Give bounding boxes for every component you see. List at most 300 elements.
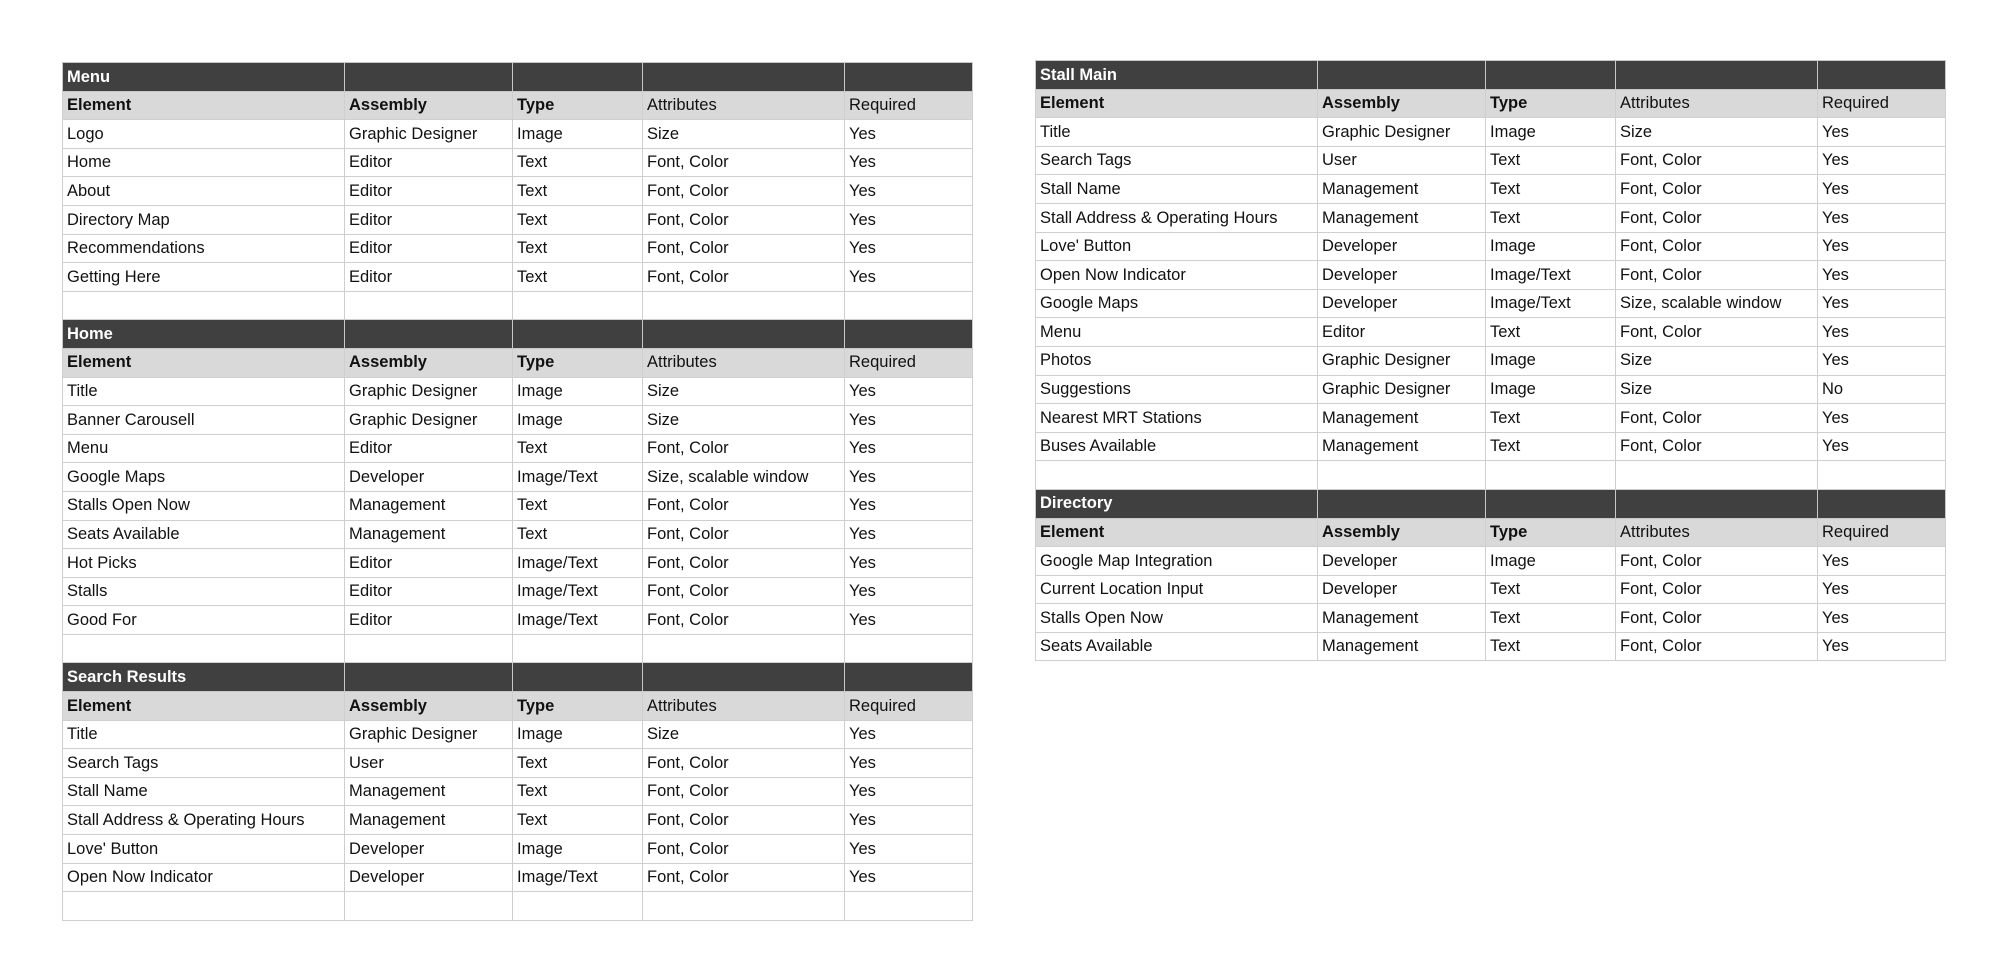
column-header-element: Element — [1036, 89, 1318, 118]
cell-element: Nearest MRT Stations — [1036, 404, 1318, 433]
cell-element: Good For — [63, 606, 345, 635]
table-row — [63, 205, 973, 234]
cell-required: Yes — [845, 577, 973, 606]
section-title: Stall Main — [1036, 61, 1318, 90]
cell-attributes: Font, Color — [1616, 604, 1818, 633]
cell-type: Text — [513, 205, 643, 234]
section-header-blank-cell — [845, 663, 973, 692]
cell-required: Yes — [845, 520, 973, 549]
cell-assembly: Editor — [345, 263, 513, 292]
cell-type: Image — [1486, 375, 1616, 404]
cell-attributes: Font, Color — [643, 234, 845, 263]
cell-assembly: Editor — [345, 234, 513, 263]
left-column — [62, 62, 972, 921]
cell-element: Stall Name — [63, 777, 345, 806]
table-row — [63, 606, 973, 635]
section-title: Search Results — [63, 663, 345, 692]
cell-required: Yes — [1818, 289, 1946, 318]
cell-element: Home — [63, 148, 345, 177]
cell-assembly: Editor — [345, 549, 513, 578]
cell-attributes: Font, Color — [643, 148, 845, 177]
section-header-blank-cell — [1318, 489, 1486, 518]
cell-attributes: Font, Color — [643, 606, 845, 635]
column-header-element: Element — [63, 91, 345, 120]
table-row — [63, 148, 973, 177]
cell-assembly: Management — [345, 777, 513, 806]
cell-assembly: Management — [1318, 432, 1486, 461]
cell-attributes: Font, Color — [1616, 575, 1818, 604]
column-header-element: Element — [63, 692, 345, 721]
cell-assembly: Management — [1318, 604, 1486, 633]
cell-attributes: Size — [643, 720, 845, 749]
cell-assembly: Developer — [1318, 232, 1486, 261]
cell-assembly: User — [345, 749, 513, 778]
cell-required: Yes — [845, 806, 973, 835]
cell-element: Suggestions — [1036, 375, 1318, 404]
cell-element: Getting Here — [63, 263, 345, 292]
table-row — [1036, 375, 1946, 404]
cell-attributes: Size, scalable window — [643, 463, 845, 492]
cell-attributes: Font, Color — [643, 835, 845, 864]
table-row — [1036, 289, 1946, 318]
cell-required: Yes — [1818, 346, 1946, 375]
table-row — [63, 863, 973, 892]
cell-element: Seats Available — [1036, 632, 1318, 661]
cell-required: Yes — [845, 177, 973, 206]
column-header-type: Type — [1486, 518, 1616, 547]
section-header-blank-cell — [1486, 61, 1616, 90]
cell-attributes: Font, Color — [1616, 404, 1818, 433]
cell-assembly: Graphic Designer — [1318, 375, 1486, 404]
cell-type: Text — [1486, 604, 1616, 633]
cell-required: Yes — [1818, 232, 1946, 261]
cell-required: Yes — [1818, 632, 1946, 661]
blank-cell — [845, 634, 973, 663]
cell-required: Yes — [845, 205, 973, 234]
cell-required: Yes — [845, 120, 973, 149]
cell-assembly: Editor — [345, 606, 513, 635]
column-header-required: Required — [1818, 89, 1946, 118]
cell-required: Yes — [845, 406, 973, 435]
cell-type: Text — [1486, 432, 1616, 461]
cell-type: Image — [1486, 118, 1616, 147]
cell-attributes: Font, Color — [1616, 632, 1818, 661]
cell-assembly: Management — [1318, 404, 1486, 433]
cell-attributes: Font, Color — [1616, 203, 1818, 232]
table-row — [63, 777, 973, 806]
table-row — [1036, 118, 1946, 147]
cell-element: Stalls Open Now — [1036, 604, 1318, 633]
cell-element: Directory Map — [63, 205, 345, 234]
cell-assembly: Developer — [345, 835, 513, 864]
table-row — [63, 234, 973, 263]
table-row — [63, 835, 973, 864]
cell-required: Yes — [845, 234, 973, 263]
table-row — [63, 263, 973, 292]
table-row — [1036, 175, 1946, 204]
section-header-home — [63, 320, 973, 349]
cell-attributes: Font, Color — [643, 520, 845, 549]
column-header-assembly: Assembly — [1318, 89, 1486, 118]
cell-required: Yes — [1818, 146, 1946, 175]
cell-attributes: Font, Color — [643, 177, 845, 206]
cell-attributes: Font, Color — [1616, 232, 1818, 261]
cell-assembly: Developer — [1318, 547, 1486, 576]
column-header-type: Type — [513, 692, 643, 721]
cell-required: Yes — [845, 863, 973, 892]
cell-type: Text — [513, 434, 643, 463]
cell-element: Title — [63, 720, 345, 749]
section-header-blank-cell — [845, 320, 973, 349]
cell-required: Yes — [845, 777, 973, 806]
blank-cell — [513, 291, 643, 320]
cell-element: Stall Address & Operating Hours — [63, 806, 345, 835]
cell-attributes: Font, Color — [1616, 547, 1818, 576]
section-header-blank-cell — [845, 63, 973, 92]
cell-attributes: Size — [643, 120, 845, 149]
blank-cell — [63, 892, 345, 921]
section-header-menu — [63, 63, 973, 92]
blank-row — [63, 892, 973, 921]
cell-element: Search Tags — [1036, 146, 1318, 175]
table-row — [63, 577, 973, 606]
column-header-row — [63, 348, 973, 377]
cell-required: Yes — [1818, 318, 1946, 347]
cell-type: Image/Text — [513, 549, 643, 578]
cell-assembly: Editor — [345, 434, 513, 463]
cell-type: Text — [513, 148, 643, 177]
column-header-required: Required — [845, 91, 973, 120]
cell-element: Banner Carousell — [63, 406, 345, 435]
cell-element: Current Location Input — [1036, 575, 1318, 604]
column-header-assembly: Assembly — [1318, 518, 1486, 547]
cell-assembly: Graphic Designer — [1318, 118, 1486, 147]
cell-required: Yes — [1818, 575, 1946, 604]
cell-required: Yes — [845, 491, 973, 520]
section-header-blank-cell — [513, 63, 643, 92]
cell-attributes: Font, Color — [643, 205, 845, 234]
cell-element: Love' Button — [63, 835, 345, 864]
cell-assembly: Developer — [1318, 575, 1486, 604]
column-header-required: Required — [1818, 518, 1946, 547]
cell-type: Text — [1486, 318, 1616, 347]
cell-assembly: Developer — [345, 463, 513, 492]
cell-required: Yes — [845, 549, 973, 578]
blank-cell — [1486, 461, 1616, 490]
cell-element: Open Now Indicator — [63, 863, 345, 892]
cell-assembly: Management — [345, 806, 513, 835]
cell-type: Text — [513, 777, 643, 806]
cell-attributes: Font, Color — [643, 806, 845, 835]
table-row — [63, 520, 973, 549]
cell-element: Logo — [63, 120, 345, 149]
cell-assembly: Editor — [345, 177, 513, 206]
cell-required: Yes — [845, 377, 973, 406]
blank-row — [63, 291, 973, 320]
cell-attributes: Size, scalable window — [1616, 289, 1818, 318]
cell-element: Title — [1036, 118, 1318, 147]
table-row — [1036, 432, 1946, 461]
column-header-assembly: Assembly — [345, 91, 513, 120]
column-header-attributes: Attributes — [643, 692, 845, 721]
spreadsheet-left — [62, 62, 973, 921]
cell-assembly: Editor — [345, 148, 513, 177]
column-header-row — [1036, 89, 1946, 118]
section-header-blank-cell — [513, 663, 643, 692]
column-header-attributes: Attributes — [1616, 89, 1818, 118]
blank-cell — [345, 634, 513, 663]
table-row — [1036, 632, 1946, 661]
column-header-attributes: Attributes — [643, 348, 845, 377]
cell-attributes: Size — [643, 377, 845, 406]
cell-required: Yes — [845, 148, 973, 177]
cell-type: Text — [513, 806, 643, 835]
table-row — [1036, 346, 1946, 375]
section-header-blank-cell — [1486, 489, 1616, 518]
cell-attributes: Font, Color — [1616, 432, 1818, 461]
cell-type: Image/Text — [513, 577, 643, 606]
cell-required: Yes — [1818, 432, 1946, 461]
cell-type: Text — [513, 263, 643, 292]
section-header-blank-cell — [1318, 61, 1486, 90]
column-header-required: Required — [845, 692, 973, 721]
table-row — [1036, 203, 1946, 232]
cell-required: Yes — [1818, 261, 1946, 290]
cell-required: No — [1818, 375, 1946, 404]
column-header-assembly: Assembly — [345, 692, 513, 721]
cell-assembly: Management — [345, 520, 513, 549]
cell-element: Seats Available — [63, 520, 345, 549]
table-row — [63, 720, 973, 749]
cell-element: Google Maps — [63, 463, 345, 492]
table-row — [1036, 318, 1946, 347]
cell-element: Open Now Indicator — [1036, 261, 1318, 290]
cell-element: Title — [63, 377, 345, 406]
cell-type: Text — [513, 234, 643, 263]
blank-cell — [1036, 461, 1318, 490]
cell-type: Text — [513, 491, 643, 520]
section-header-directory — [1036, 489, 1946, 518]
cell-assembly: Graphic Designer — [345, 377, 513, 406]
section-header-stall-main — [1036, 61, 1946, 90]
cell-type: Image — [513, 120, 643, 149]
right-column — [1035, 60, 1946, 661]
cell-element: Google Map Integration — [1036, 547, 1318, 576]
cell-assembly: Developer — [1318, 261, 1486, 290]
cell-attributes: Size — [1616, 375, 1818, 404]
cell-attributes: Font, Color — [1616, 318, 1818, 347]
blank-cell — [643, 892, 845, 921]
cell-type: Text — [1486, 575, 1616, 604]
column-header-row — [63, 91, 973, 120]
table-row — [63, 377, 973, 406]
blank-row — [63, 634, 973, 663]
section-header-blank-cell — [1616, 61, 1818, 90]
cell-attributes: Font, Color — [643, 777, 845, 806]
cell-type: Text — [513, 520, 643, 549]
table-row — [1036, 575, 1946, 604]
section-header-blank-cell — [1818, 489, 1946, 518]
cell-type: Image/Text — [513, 606, 643, 635]
cell-required: Yes — [845, 835, 973, 864]
blank-cell — [1318, 461, 1486, 490]
cell-element: Buses Available — [1036, 432, 1318, 461]
column-header-row — [63, 692, 973, 721]
section-header-blank-cell — [1616, 489, 1818, 518]
blank-cell — [345, 291, 513, 320]
column-header-type: Type — [1486, 89, 1616, 118]
cell-type: Image/Text — [513, 863, 643, 892]
column-header-type: Type — [513, 348, 643, 377]
blank-cell — [1616, 461, 1818, 490]
blank-cell — [643, 291, 845, 320]
cell-assembly: Editor — [345, 205, 513, 234]
cell-attributes: Font, Color — [643, 491, 845, 520]
cell-assembly: Management — [345, 491, 513, 520]
blank-cell — [845, 892, 973, 921]
cell-required: Yes — [845, 463, 973, 492]
cell-attributes: Font, Color — [1616, 175, 1818, 204]
cell-required: Yes — [845, 606, 973, 635]
cell-element: Photos — [1036, 346, 1318, 375]
blank-cell — [63, 634, 345, 663]
section-header-blank-cell — [513, 320, 643, 349]
cell-element: Menu — [63, 434, 345, 463]
cell-required: Yes — [1818, 547, 1946, 576]
cell-required: Yes — [1818, 118, 1946, 147]
blank-cell — [1818, 461, 1946, 490]
column-header-assembly: Assembly — [345, 348, 513, 377]
cell-type: Text — [1486, 404, 1616, 433]
section-header-blank-cell — [643, 63, 845, 92]
cell-type: Text — [513, 749, 643, 778]
cell-element: Recommendations — [63, 234, 345, 263]
section-header-blank-cell — [345, 663, 513, 692]
cell-type: Text — [1486, 146, 1616, 175]
column-header-element: Element — [1036, 518, 1318, 547]
column-header-attributes: Attributes — [1616, 518, 1818, 547]
blank-cell — [513, 892, 643, 921]
table-row — [1036, 547, 1946, 576]
cell-attributes: Size — [1616, 118, 1818, 147]
cell-type: Image — [513, 835, 643, 864]
table-row — [63, 434, 973, 463]
cell-type: Image — [513, 377, 643, 406]
cell-assembly: User — [1318, 146, 1486, 175]
cell-type: Text — [1486, 632, 1616, 661]
blank-cell — [513, 634, 643, 663]
cell-element: Stall Address & Operating Hours — [1036, 203, 1318, 232]
cell-type: Text — [1486, 203, 1616, 232]
cell-assembly: Developer — [345, 863, 513, 892]
cell-type: Image/Text — [1486, 261, 1616, 290]
cell-required: Yes — [845, 749, 973, 778]
cell-attributes: Size — [643, 406, 845, 435]
cell-assembly: Graphic Designer — [345, 120, 513, 149]
cell-element: Search Tags — [63, 749, 345, 778]
cell-attributes: Size — [1616, 346, 1818, 375]
cell-type: Image — [513, 720, 643, 749]
cell-type: Image/Text — [1486, 289, 1616, 318]
table-row — [1036, 404, 1946, 433]
cell-assembly: Editor — [1318, 318, 1486, 347]
section-header-blank-cell — [345, 63, 513, 92]
cell-required: Yes — [845, 434, 973, 463]
table-row — [63, 491, 973, 520]
column-header-row — [1036, 518, 1946, 547]
cell-attributes: Font, Color — [643, 549, 845, 578]
table-row — [63, 463, 973, 492]
blank-row — [1036, 461, 1946, 490]
blank-cell — [845, 291, 973, 320]
table-row — [1036, 146, 1946, 175]
cell-element: Hot Picks — [63, 549, 345, 578]
blank-cell — [63, 291, 345, 320]
cell-assembly: Developer — [1318, 289, 1486, 318]
cell-element: Menu — [1036, 318, 1318, 347]
cell-type: Text — [513, 177, 643, 206]
cell-type: Image — [1486, 547, 1616, 576]
column-header-attributes: Attributes — [643, 91, 845, 120]
cell-assembly: Management — [1318, 175, 1486, 204]
blank-cell — [643, 634, 845, 663]
cell-required: Yes — [1818, 175, 1946, 204]
cell-element: Stalls — [63, 577, 345, 606]
section-header-blank-cell — [643, 320, 845, 349]
cell-type: Image/Text — [513, 463, 643, 492]
cell-element: Google Maps — [1036, 289, 1318, 318]
table-row — [63, 120, 973, 149]
table-row — [1036, 261, 1946, 290]
cell-element: About — [63, 177, 345, 206]
section-header-blank-cell — [1818, 61, 1946, 90]
cell-assembly: Management — [1318, 203, 1486, 232]
section-header-blank-cell — [643, 663, 845, 692]
table-row — [1036, 232, 1946, 261]
cell-attributes: Font, Color — [643, 749, 845, 778]
cell-assembly: Management — [1318, 632, 1486, 661]
cell-type: Image — [513, 406, 643, 435]
section-header-blank-cell — [345, 320, 513, 349]
cell-assembly: Graphic Designer — [345, 406, 513, 435]
section-header-search-results — [63, 663, 973, 692]
cell-attributes: Font, Color — [643, 577, 845, 606]
table-row — [63, 749, 973, 778]
table-row — [63, 177, 973, 206]
cell-type: Text — [1486, 175, 1616, 204]
blank-cell — [345, 892, 513, 921]
section-title: Menu — [63, 63, 345, 92]
table-row — [1036, 604, 1946, 633]
cell-required: Yes — [845, 263, 973, 292]
table-row — [63, 806, 973, 835]
cell-attributes: Font, Color — [643, 434, 845, 463]
column-header-type: Type — [513, 91, 643, 120]
cell-type: Image — [1486, 232, 1616, 261]
cell-attributes: Font, Color — [1616, 146, 1818, 175]
cell-required: Yes — [1818, 604, 1946, 633]
section-title: Home — [63, 320, 345, 349]
cell-required: Yes — [1818, 404, 1946, 433]
column-header-required: Required — [845, 348, 973, 377]
cell-attributes: Font, Color — [643, 863, 845, 892]
cell-type: Image — [1486, 346, 1616, 375]
cell-attributes: Font, Color — [1616, 261, 1818, 290]
cell-assembly: Graphic Designer — [1318, 346, 1486, 375]
table-row — [63, 406, 973, 435]
cell-attributes: Font, Color — [643, 263, 845, 292]
spreadsheet-right — [1035, 60, 1946, 661]
